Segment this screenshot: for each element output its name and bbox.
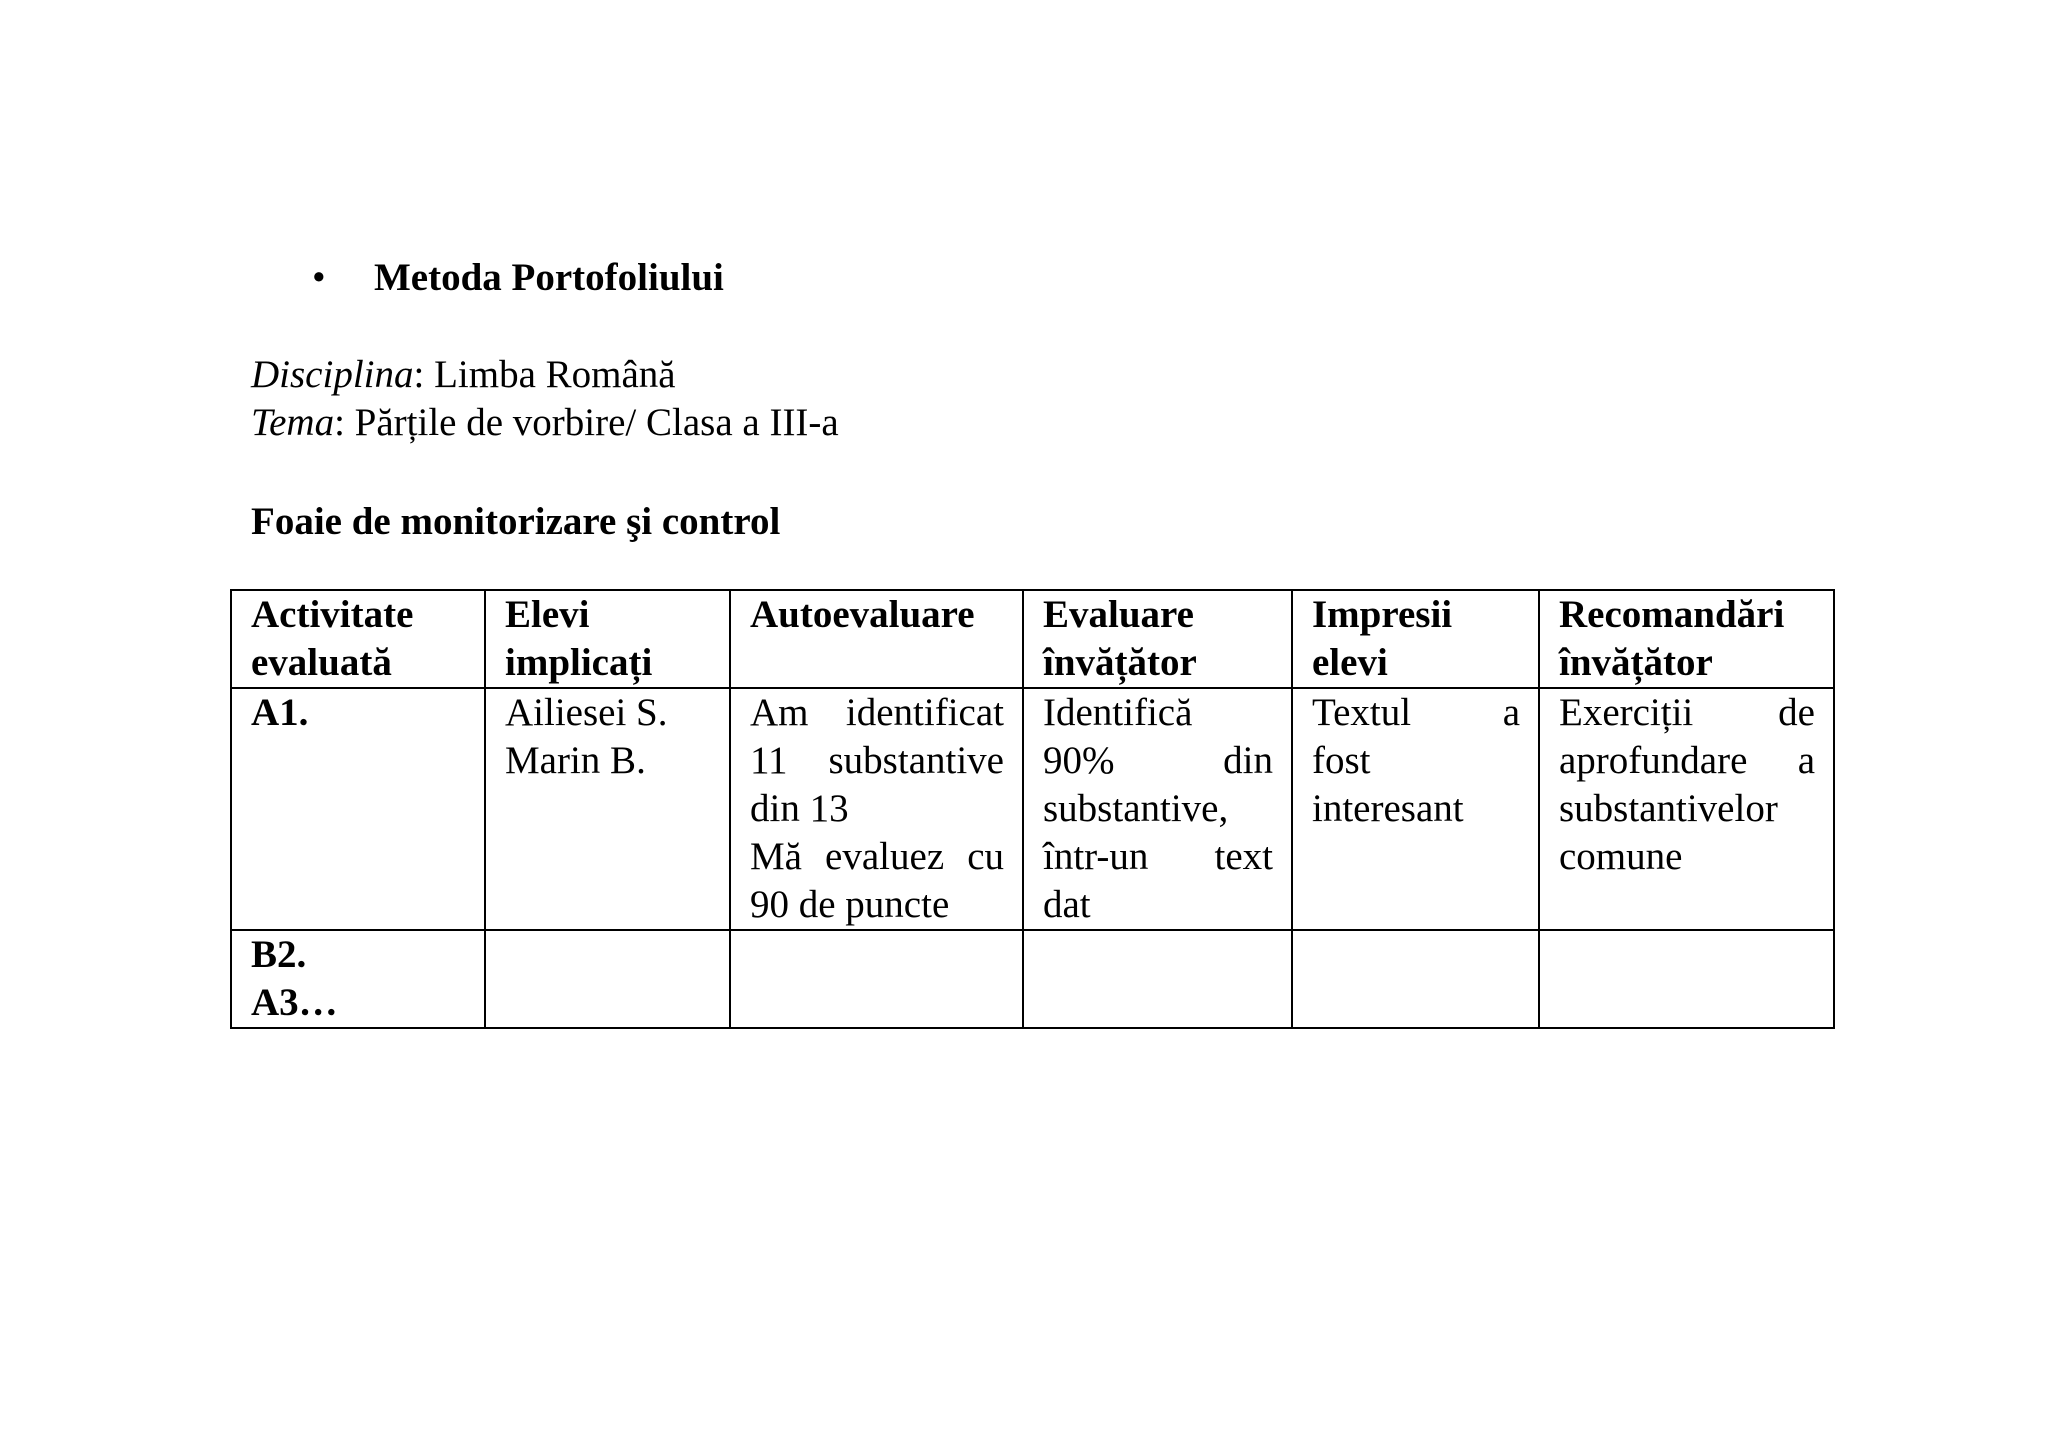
cell-activity: A1. bbox=[231, 688, 485, 930]
section-title-text: Metoda Portofoliului bbox=[374, 256, 724, 299]
bullet-icon: • bbox=[312, 256, 326, 299]
sheet-heading: Foaie de monitorizare şi control bbox=[251, 500, 781, 543]
cell-teacher-evaluation: Identifică 90% din substantive, într-un text dat bbox=[1023, 688, 1292, 930]
header-students: Elevi implicați bbox=[485, 590, 730, 688]
discipline-value: : Limba Română bbox=[413, 353, 676, 396]
theme-label: Tema bbox=[251, 401, 335, 444]
cell-impressions: Textul a fost interesant bbox=[1292, 688, 1539, 930]
header-activity: Activitate evaluată bbox=[231, 590, 485, 688]
header-impressions: Impresii elevi bbox=[1292, 590, 1539, 688]
table-row bbox=[231, 930, 1834, 1028]
theme-line bbox=[251, 399, 839, 447]
cell-self-evaluation bbox=[730, 930, 1023, 1028]
cell-students bbox=[485, 930, 730, 1028]
header-self-evaluation: Autoevaluare bbox=[730, 590, 1023, 688]
monitoring-table bbox=[230, 589, 1835, 1029]
table-row bbox=[231, 688, 1834, 930]
section-title bbox=[312, 252, 724, 304]
cell-recommendations: Exerciții de aprofundare a substantivelor comune bbox=[1539, 688, 1834, 930]
cell-recommendations bbox=[1539, 930, 1834, 1028]
header-recommendations: Recomandări învățător bbox=[1539, 590, 1834, 688]
cell-impressions bbox=[1292, 930, 1539, 1028]
table-header-row bbox=[231, 590, 1834, 688]
cell-self-evaluation: Am identificat 11 substantive din 13 Mă evaluez cu 90 de puncte bbox=[730, 688, 1023, 930]
cell-activity: B2. A3… bbox=[231, 930, 485, 1028]
header-teacher-evaluation: Evaluare învățător bbox=[1023, 590, 1292, 688]
discipline-line bbox=[251, 351, 676, 399]
cell-teacher-evaluation bbox=[1023, 930, 1292, 1028]
cell-students: Ailiesei S. Marin B. bbox=[485, 688, 730, 930]
discipline-label: Disciplina bbox=[251, 353, 414, 396]
theme-value: : Părțile de vorbire/ Clasa a III-a bbox=[334, 401, 839, 444]
